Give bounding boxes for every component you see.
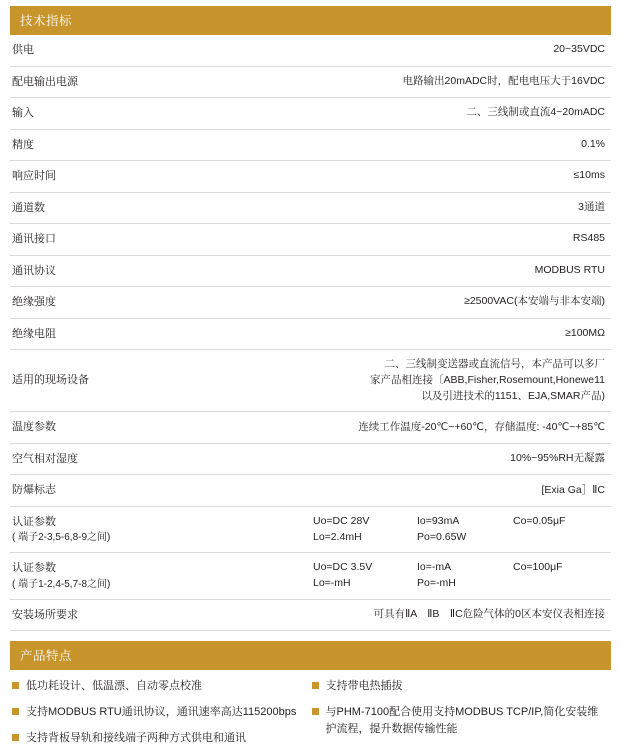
spec-label: 响应时间 xyxy=(12,170,56,182)
spec-label: 输入 xyxy=(12,107,34,119)
table-row xyxy=(10,350,611,412)
table-row xyxy=(10,553,611,600)
spec-value-line: 0.1% xyxy=(581,137,605,150)
spec-label: 通讯接口 xyxy=(12,233,56,245)
list-item xyxy=(312,678,612,695)
table-row xyxy=(10,255,611,287)
spec-section-header: 技术指标 xyxy=(10,6,611,35)
table-row xyxy=(10,412,611,444)
table-row xyxy=(10,506,611,553)
spec-label: 通讯协议 xyxy=(12,264,56,277)
spec-value xyxy=(170,66,611,98)
cert-row xyxy=(313,560,605,576)
spec-label-sub: ( 端子2-3,5-6,8-9之间) xyxy=(12,532,111,544)
cert-row xyxy=(313,514,605,530)
cert-grid xyxy=(313,560,605,592)
spec-value-line: ≥100MΩ xyxy=(565,326,605,339)
features-column-right xyxy=(312,678,612,756)
cert-row xyxy=(313,530,605,546)
spec-value xyxy=(170,255,611,287)
feature-text: 支持MODBUS RTU通讯协议，通讯速率高达115200bps xyxy=(26,706,297,719)
spec-label: 绝缘强度 xyxy=(12,296,56,308)
cert-cell: Lo=2.4mH xyxy=(313,530,362,543)
spec-value xyxy=(170,318,611,350)
spec-label: 绝缘电阻 xyxy=(12,327,56,340)
spec-value-line: 3通道 xyxy=(578,200,605,213)
spec-value-line: 20~35VDC xyxy=(553,43,605,56)
spec-value-line: MODBUS RTU xyxy=(534,263,605,276)
spec-value-line: 二、三线制变送器或直流信号，本产品可以多厂 xyxy=(384,358,605,370)
list-item xyxy=(12,704,312,721)
square-bullet-icon xyxy=(12,708,19,715)
spec-value xyxy=(170,192,611,224)
spec-value xyxy=(170,350,611,412)
cert-grid xyxy=(313,514,605,546)
cert-cell: Lo=-mH xyxy=(313,577,351,589)
cert-cell: Uo=DC 28V xyxy=(313,514,370,527)
spec-label: 安装场所要求 xyxy=(12,608,78,621)
spec-value xyxy=(170,224,611,256)
spec-value xyxy=(170,287,611,319)
cert-cell: Po=0.65W xyxy=(417,530,467,543)
table-row xyxy=(10,66,611,98)
spec-value xyxy=(170,161,611,193)
spec-value-line: 电路输出20mADC时，配电电压大于16VDC xyxy=(402,74,605,87)
spec-value-line: 10%~95%RH无凝露 xyxy=(510,452,605,465)
spec-label xyxy=(10,553,170,600)
table-row xyxy=(10,129,611,161)
spec-value-line: 可具有ⅡA ⅡB ⅡC危险气体的0区本安仪表相连接 xyxy=(373,608,605,621)
cert-cell: Io=93mA xyxy=(417,514,460,527)
spec-label-main: 认证参数 xyxy=(12,515,56,528)
table-row xyxy=(10,599,611,631)
spec-value-line: 二、三线制或直流4~20mADC xyxy=(466,106,605,119)
spec-value xyxy=(170,475,611,507)
spec-label xyxy=(10,506,170,553)
table-row xyxy=(10,287,611,319)
square-bullet-icon xyxy=(12,682,19,689)
spec-value xyxy=(170,35,611,66)
features-column-left xyxy=(12,678,312,756)
cert-cell: Co=100μF xyxy=(513,561,563,574)
features-columns xyxy=(10,678,611,756)
square-bullet-icon xyxy=(12,734,19,741)
spec-label: 供电 xyxy=(12,44,34,56)
spec-label: 温度参数 xyxy=(12,421,56,434)
feature-text: 与PHM-7100配合使用支持MODBUS TCP/IP,简化安装维护流程，提升数据传输性能 xyxy=(325,706,599,736)
spec-table-body xyxy=(10,35,611,631)
table-row xyxy=(10,161,611,193)
spec-table xyxy=(10,35,611,631)
spec-value xyxy=(170,506,611,553)
list-item xyxy=(12,678,312,695)
spec-label-sub: ( 端子1-2,4-5,7-8之间) xyxy=(12,578,111,590)
cert-cell: Io=-mA xyxy=(417,561,452,574)
spec-label: 精度 xyxy=(12,138,34,151)
square-bullet-icon xyxy=(312,682,319,689)
spec-value xyxy=(170,553,611,600)
spec-value xyxy=(170,599,611,631)
spec-value xyxy=(170,129,611,161)
list-item xyxy=(12,730,312,747)
cert-cell: Uo=DC 3.5V xyxy=(313,561,373,574)
feature-text: 支持背板导轨和接线端子两种方式供电和通讯 xyxy=(26,732,246,745)
spec-label: 空气相对湿度 xyxy=(12,452,78,465)
table-row xyxy=(10,98,611,130)
spec-value xyxy=(170,412,611,444)
spec-value-line: 以及引进技术的1151、EJA,SMAR产品) xyxy=(421,389,605,402)
spec-label-main: 认证参数 xyxy=(12,562,56,575)
spec-label: 通道数 xyxy=(12,201,45,214)
feature-text: 支持带电热插拔 xyxy=(325,680,403,693)
cert-row xyxy=(313,576,605,592)
table-row xyxy=(10,318,611,350)
cert-cell xyxy=(513,576,605,592)
cert-cell: Co=0.05μF xyxy=(513,514,566,527)
spec-label: 适用的现场设备 xyxy=(12,374,89,387)
cert-cell: Po=-mH xyxy=(417,577,456,589)
spec-label: 配电输出电源 xyxy=(12,75,78,88)
table-row xyxy=(10,224,611,256)
spec-value xyxy=(170,443,611,475)
table-row xyxy=(10,35,611,66)
spec-value xyxy=(170,98,611,130)
square-bullet-icon xyxy=(312,708,319,715)
list-item xyxy=(312,704,612,738)
spec-value-line: 家产品相连接〔ABB,Fisher,Rosemount,Honewe11 xyxy=(370,373,605,386)
spec-value-line: ≤10ms xyxy=(573,169,605,182)
spec-value-line: ≥2500VAC(本安端与非本安端) xyxy=(464,295,605,308)
spec-value-line: [Exia Ga］ⅡC xyxy=(541,483,605,496)
spec-value-line: 连续工作温度-20℃~+60℃，存储温度: -40℃~+85℃ xyxy=(358,420,605,433)
features-section-header: 产品特点 xyxy=(10,641,611,670)
table-row xyxy=(10,443,611,475)
spec-label: 防爆标志 xyxy=(12,484,56,497)
features-section xyxy=(10,641,611,756)
table-row xyxy=(10,192,611,224)
cert-cell xyxy=(513,530,605,546)
table-row xyxy=(10,475,611,507)
feature-text: 低功耗设计、低温漂、自动零点校准 xyxy=(26,680,202,693)
spec-value-line: RS485 xyxy=(572,232,605,245)
